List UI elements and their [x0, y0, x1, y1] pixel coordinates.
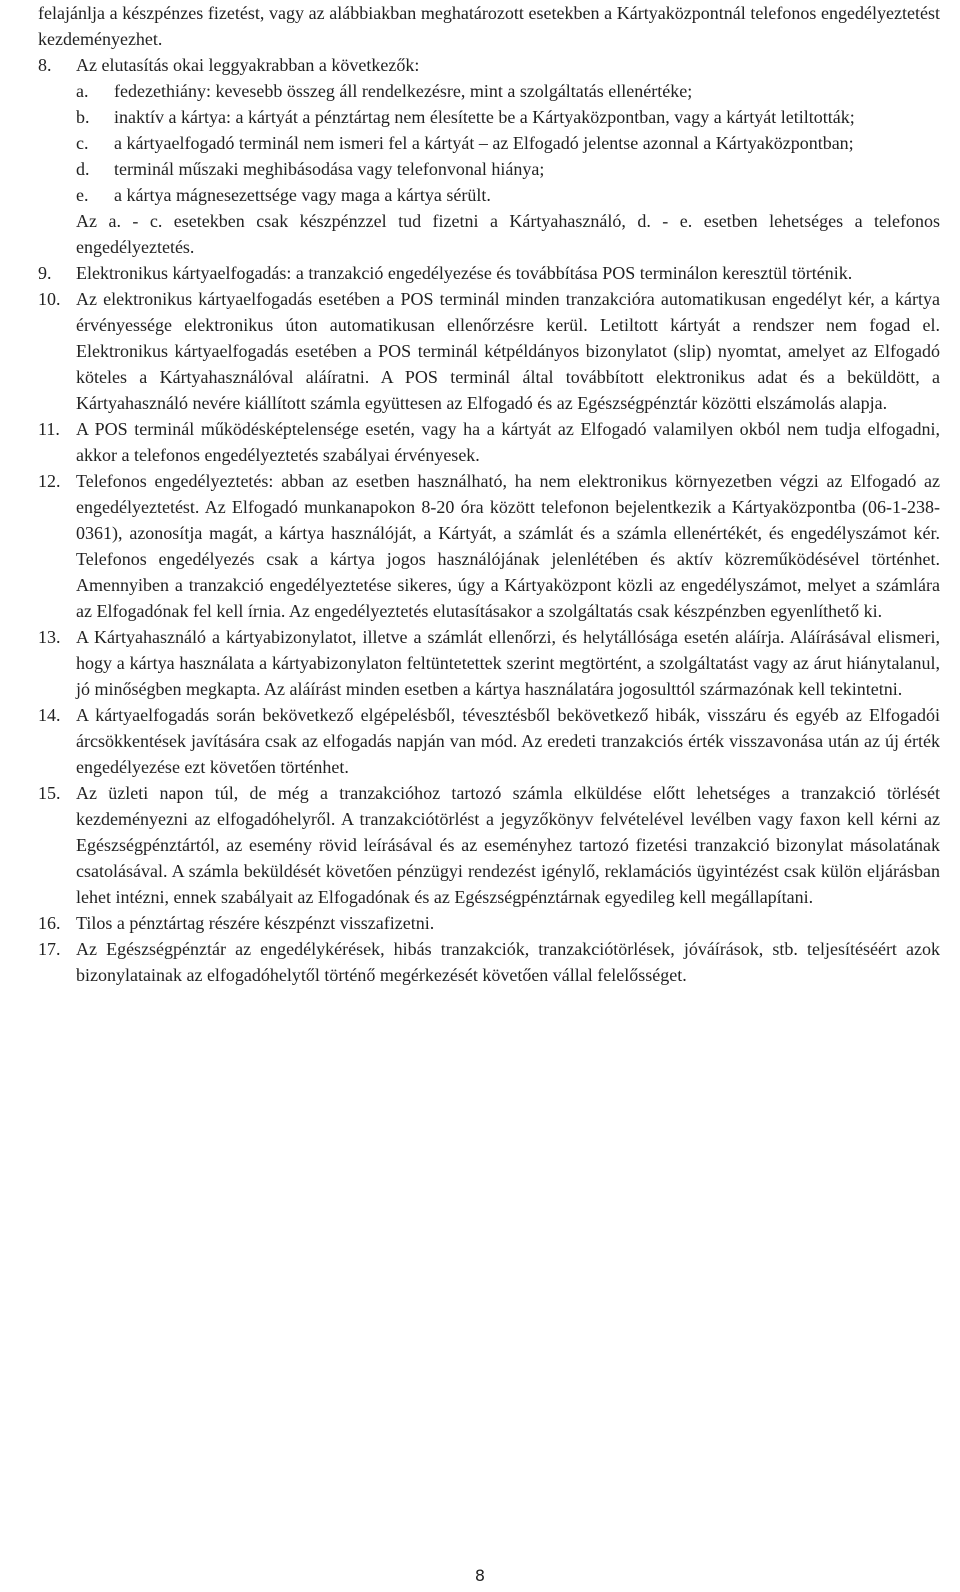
- reason-item-c: [76, 130, 940, 156]
- item-number: 15.: [38, 783, 61, 803]
- list-item-12: [38, 468, 940, 624]
- item-text: Telefonos engedélyeztetés: abban az esetben használható, ha nem elektronikus környezetben végzi az Elfogadó az engedélyeztetést. Az Elfogadó munkanapokon 8-20 óra között telefonon bejelentkezik a Kártyaközpontba (06-1-238-0361), azonosítja magát, a kártya használóját, a Kártyát, a számlát és a számla ellenértékét, és engedélyszámot kér. Telefonos engedélyezés csak a kártya jogos használójának jelenlétében és aktív közreműködésével történhet. Amennyiben a tranzakció engedélyeztetése sikeres, úgy a Kártyaközpont közli az engedélyszámot, melyet a számlára az Elfogadónak fel kell írnia. Az engedélyeztetés elutasításakor a szolgáltatás csak készpénzben egyenlíthető ki.: [76, 471, 940, 621]
- item-text: Az üzleti napon túl, de még a tranzakcióhoz tartozó számla elküldése előtt lehetséges a tranzakció törlését kezdeményezni az elfogadóhelyről. A tranzakciótörlést a jegyzőkönyv felvételével levélben vagy faxon kell kérni az Egészségpénztártól, az esemény rövid leírásával és az eseményhez tartozó fizetési tranzakció bizonylat másolatának csatolásával. A számla beküldését követően pénzügyi rendezést igénylő, reklamációs ügyintézést csak külön eljárásban lehet intézni, ennek szabályait az Elfogadónak és az Egészségpénztárnak egyedileg kell megállapítani.: [76, 783, 940, 907]
- item-number: 14.: [38, 705, 61, 725]
- list-item-11: [38, 416, 940, 468]
- item-number: 9.: [38, 263, 52, 283]
- list-item-16: [38, 910, 940, 936]
- item-text: A kártyaelfogadás során bekövetkező elgépelésből, tévesztésből bekövetkező hibák, visszáru és egyéb az Elfogadói árcsökkentések javítására csak az elfogadás napján van mód. Az eredeti tranzakciós érték visszavonása után az új érték engedélyezése ezt követően történhet.: [76, 705, 940, 777]
- reason-text: inaktív a kártya: a kártyát a pénztártag nem élesítette be a Kártyaközpontban, vagy a kártyát letiltották;: [114, 107, 855, 127]
- item-number: 17.: [38, 939, 61, 959]
- list-item-8: [38, 52, 940, 78]
- list-item-10: [38, 286, 940, 416]
- item-text: Az elutasítás okai leggyakrabban a következők:: [76, 55, 420, 75]
- reason-text: terminál műszaki meghibásodása vagy telefonvonal hiánya;: [114, 159, 545, 179]
- document-page: [38, 0, 940, 988]
- item-text: A POS terminál működésképtelensége esetén, vagy ha a kártyát az Elfogadó valamilyen okból nem tudja elfogadni, akkor a telefonos engedélyeztetés szabályai érvényesek.: [76, 419, 940, 465]
- reason-text: fedezethiány: kevesebb összeg áll rendelkezésre, mint a szolgáltatás ellenértéke;: [114, 81, 693, 101]
- list-item-13: [38, 624, 940, 702]
- list-item-14: [38, 702, 940, 780]
- page-number: 8: [474, 1566, 486, 1585]
- reason-item-b: [76, 104, 940, 130]
- item-text: Az Egészségpénztár az engedélykérések, hibás tranzakciók, tranzakciótörlések, jóváírások, stb. teljesítéséért azok bizonylatainak az elfogadóhelytől történő megérkezését követően vállal felelősséget.: [76, 939, 940, 985]
- item-number: 10.: [38, 289, 61, 309]
- item-number: 13.: [38, 627, 61, 647]
- item-text: A Kártyahasználó a kártyabizonylatot, illetve a számlát ellenőrzi, és helytállósága esetén aláírja. Aláírásával elismeri, hogy a kártya használata a kártyabizonylaton feltüntetettek szerint megtörtént, a szolgáltatást vagy az árut hiánytalanul, jó minőségben megkapta. Az aláírást minden esetben a kártya használatára jogosulttól származónak kell tekintetni.: [76, 627, 940, 699]
- item-text: Elektronikus kártyaelfogadás: a tranzakció engedélyezése és továbbítása POS terminálon keresztül történik.: [76, 263, 853, 283]
- intro-paragraph: felajánlja a készpénzes fizetést, vagy az alábbiakban meghatározott esetekben a Kártyaközpontnál telefonos engedélyeztetést kezdeményezhet.: [38, 3, 940, 49]
- item-number: 16.: [38, 913, 61, 933]
- reason-letter: c.: [76, 133, 89, 153]
- reasons-note: Az a. - c. esetekben csak készpénzzel tud fizetni a Kártyahasználó, d. - e. esetben lehetséges a telefonos engedélyeztetés.: [76, 211, 940, 257]
- item-number: 11.: [38, 419, 60, 439]
- reason-letter: d.: [76, 159, 90, 179]
- reason-item-e: [76, 182, 940, 208]
- reason-letter: a.: [76, 81, 89, 101]
- item-number: 12.: [38, 471, 61, 491]
- reason-text: a kártya mágnesezettsége vagy maga a kártya sérült.: [114, 185, 491, 205]
- item-text: Az elektronikus kártyaelfogadás esetében a POS terminál minden tranzakcióra automatikusan engedélyt kér, a kártya érvényessége elektronikus úton automatikusan ellenőrzésre kerül. Letiltott kártyát a rendszer nem fogad el. Elektronikus kártyaelfogadás esetében a POS terminál kétpéldányos bizonylatot (slip) nyomtat, amelyet az Elfogadó köteles a Kártyahasználóval aláíratni. A POS terminál által továbbított elektronikus adat és a beküldött, a Kártyahasználó nevére kiállított számla együttesen az Elfogadó és az Egészségpénztár közötti elszámolás alapja.: [76, 289, 940, 413]
- list-item-15: [38, 780, 940, 910]
- list-item-17: [38, 936, 940, 988]
- reason-item-d: [76, 156, 940, 182]
- reason-letter: b.: [76, 107, 90, 127]
- item-text: Tilos a pénztártag részére készpénzt visszafizetni.: [76, 913, 435, 933]
- list-item-9: [38, 260, 940, 286]
- reason-letter: e.: [76, 185, 89, 205]
- reason-text: a kártyaelfogadó terminál nem ismeri fel a kártyát – az Elfogadó jelentse azonnal a Kártyaközpontban;: [114, 133, 854, 153]
- item-number: 8.: [38, 55, 52, 75]
- reason-item-a: [76, 78, 940, 104]
